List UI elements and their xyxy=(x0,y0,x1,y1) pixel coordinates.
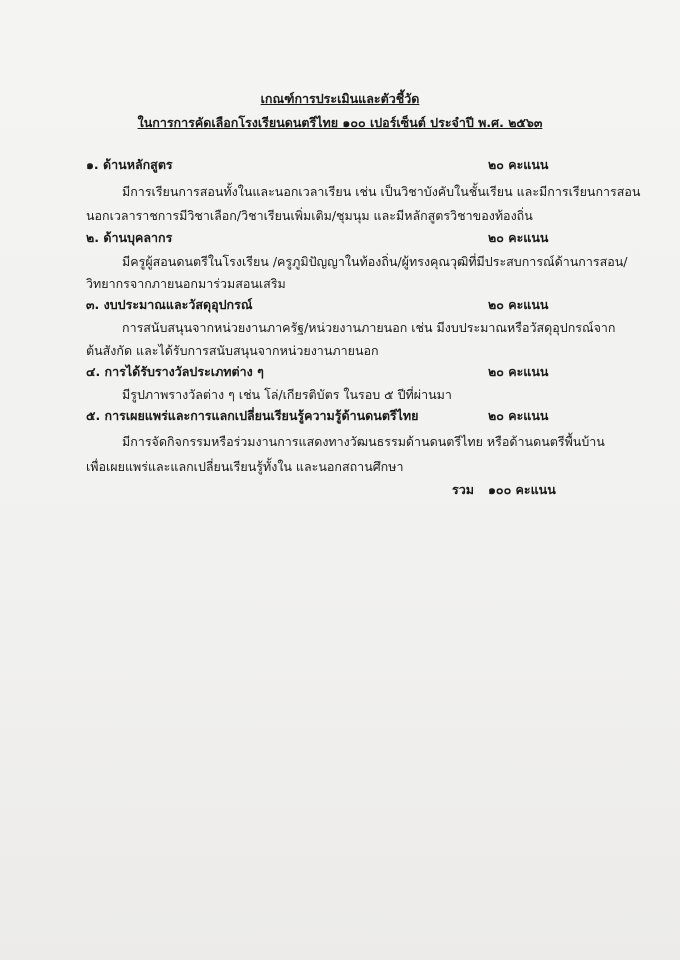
criterion-4-score: ๒๐ คะแนน xyxy=(488,364,549,379)
document-title: เกณฑ์การประเมินและตัวชี้วัด xyxy=(260,91,420,106)
criterion-3-score: ๒๐ คะแนน xyxy=(488,297,549,312)
criterion-2-heading: ๒. ด้านบุคลากร xyxy=(86,230,173,245)
criterion-1-heading: ๑. ด้านหลักสูตร xyxy=(86,157,173,172)
criterion-1-line-1: มีการเรียนการสอนทั้งในและนอกเวลาเรียน เช่น เป็นวิชาบังคับในชั้นเรียน และมีการเรียนการสอน xyxy=(122,184,641,199)
criterion-3-line-2: ต้นสังกัด และได้รับการสนับสนุนจากหน่วยงานภายนอก xyxy=(86,343,379,358)
criterion-1-score: ๒๐ คะแนน xyxy=(488,157,549,172)
criterion-5-heading: ๕. การเผยแพร่และการแลกเปลี่ยนเรียนรู้ความรู้ด้านดนตรีไทย xyxy=(86,408,419,423)
criterion-2-line-1: มีครูผู้สอนดนตรีในโรงเรียน /ครูภูมิปัญญาในท้องถิ่น/ผู้ทรงคุณวุฒิที่มีประสบการณ์ด้านการสอน/ xyxy=(122,254,628,269)
criterion-3-heading: ๓. งบประมาณและวัสดุอุปกรณ์ xyxy=(86,297,253,312)
criterion-1-line-2: นอกเวลาราชการมีวิชาเลือก/วิชาเรียนเพิ่มเติม/ชุมนุม และมีหลักสูตรวิชาของท้องถิ่น xyxy=(86,208,533,223)
criterion-5-line-2: เพื่อเผยแพร่และแลกเปลี่ยนเรียนรู้ทั้งใน และนอกสถานศึกษา xyxy=(86,459,404,474)
criterion-4-heading: ๔. การได้รับรางวัลประเภทต่าง ๆ xyxy=(86,364,264,379)
criterion-5-score: ๒๐ คะแนน xyxy=(488,408,549,423)
criterion-4-line-1: มีรูปภาพรางวัลต่าง ๆ เช่น โล่/เกียรติบัตร ในรอบ ๕ ปีที่ผ่านมา xyxy=(122,387,452,402)
criterion-2-line-2: วิทยากรจากภายนอกมาร่วมสอนเสริม xyxy=(86,276,286,291)
criterion-3-line-1: การสนับสนุนจากหน่วยงานภาครัฐ/หน่วยงานภายนอก เช่น มีงบประมาณหรือวัสดุอุปกรณ์จาก xyxy=(122,320,616,335)
total-label: รวม xyxy=(452,482,474,497)
criterion-5-line-1: มีการจัดกิจกรรมหรือร่วมงานการแสดงทางวัฒนธรรมด้านดนตรีไทย หรือด้านดนตรีพื้นบ้าน xyxy=(122,434,605,449)
document-subtitle: ในการการคัดเลือกโรงเรียนดนตรีไทย ๑๐๐ เปอร์เซ็นต์ ประจำปี พ.ศ. ๒๕๖๓ xyxy=(137,115,543,130)
criterion-2-score: ๒๐ คะแนน xyxy=(488,230,549,245)
total-score: ๑๐๐ คะแนน xyxy=(488,482,556,497)
